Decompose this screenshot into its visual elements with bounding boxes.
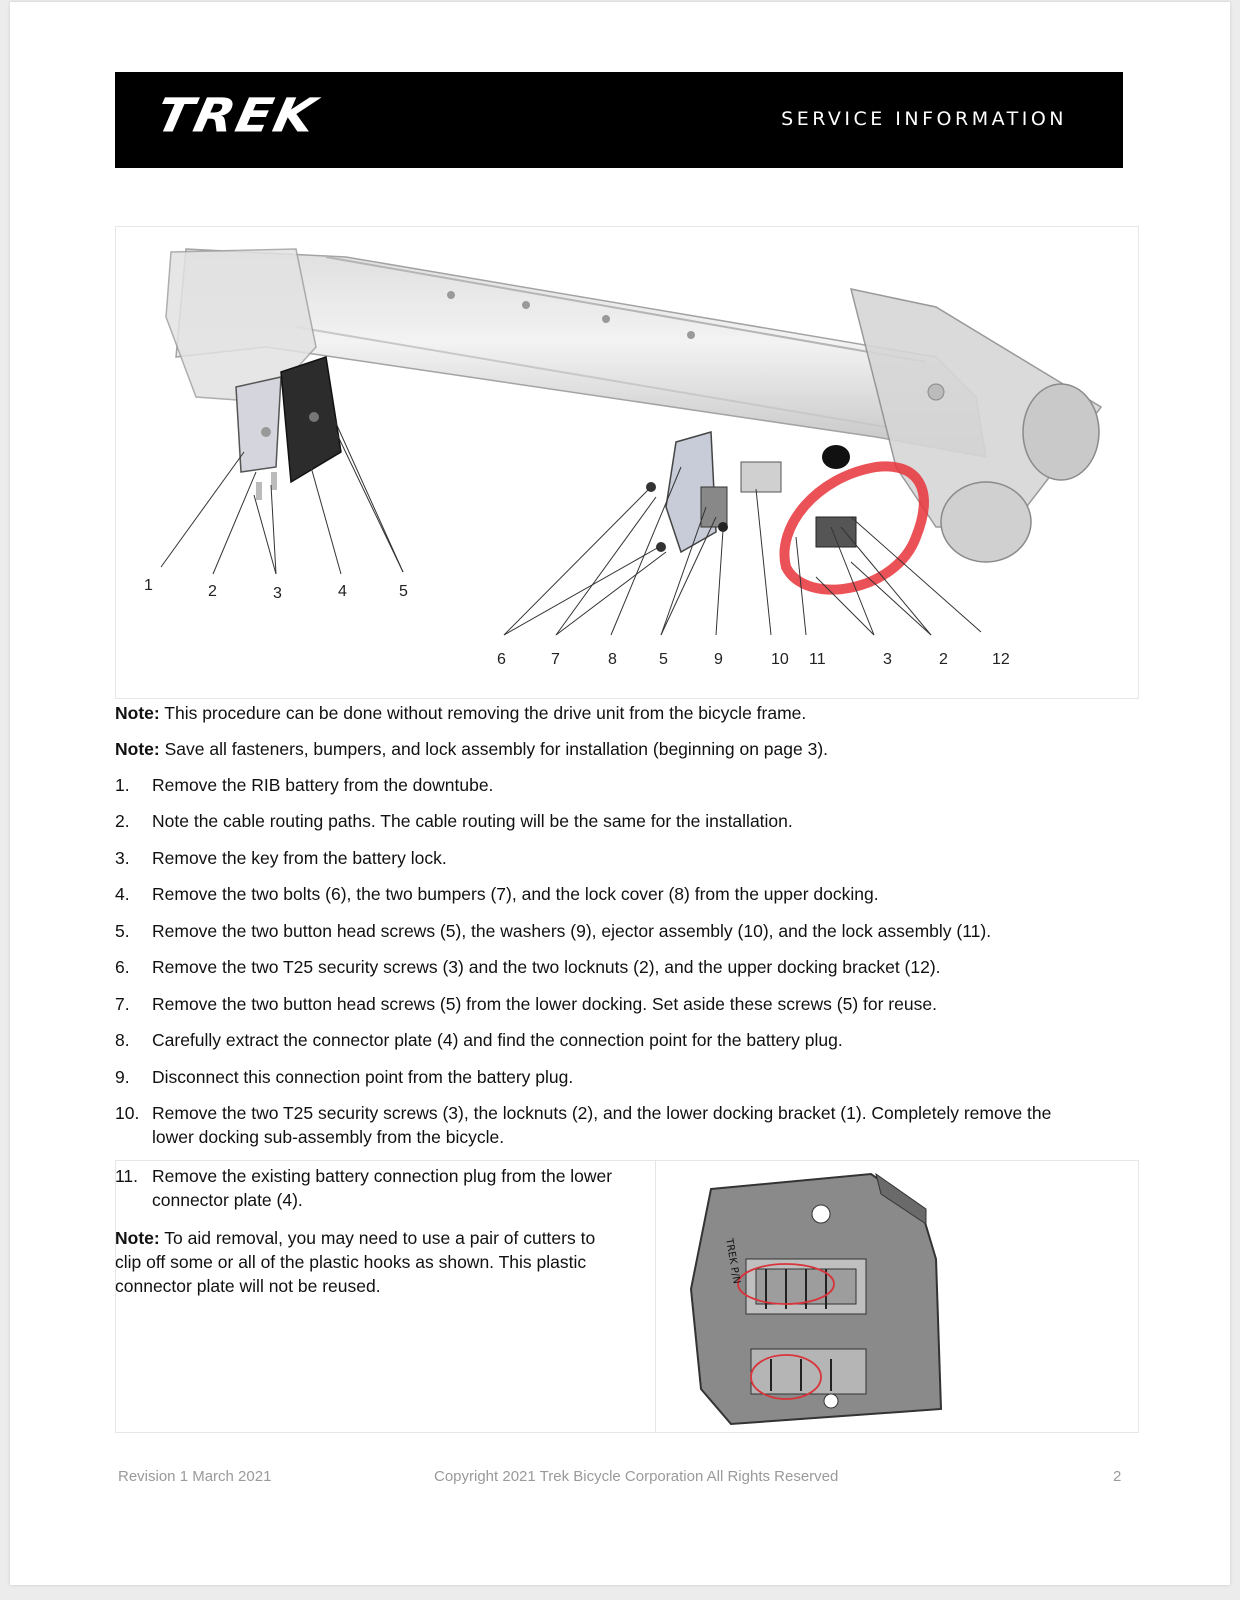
step-text: Remove the two button head screws (5), the washers (9), ejector assembly (10), and the lock assembly (11). xyxy=(152,921,992,941)
connector-plate-illustration xyxy=(671,1169,961,1429)
step-4 xyxy=(115,882,1115,906)
step-10 xyxy=(115,1101,1135,1149)
note-label: Note: xyxy=(115,703,160,723)
step-5 xyxy=(115,919,1115,943)
callout-9: 9 xyxy=(714,651,723,668)
step-7 xyxy=(115,992,1115,1016)
header-bar xyxy=(115,72,1123,168)
step-11 xyxy=(115,1164,645,1212)
note-label: Note: xyxy=(115,1228,160,1248)
step-number: 1. xyxy=(115,775,130,795)
callout-2: 2 xyxy=(208,583,217,600)
plate-part-number-text: TREK P/N xyxy=(723,1237,742,1285)
callout-3: 3 xyxy=(273,585,282,602)
callout-4: 4 xyxy=(338,583,347,600)
footer-revision: Revision 1 March 2021 xyxy=(118,1468,272,1485)
step-text-line1: Remove the two T25 security screws (3), the locknuts (2), and the lower docking bracket (1). Completely remove the xyxy=(152,1103,1052,1123)
step-9 xyxy=(115,1065,1115,1089)
note-1 xyxy=(115,701,806,725)
callout-5-upper: 5 xyxy=(659,651,668,668)
step-number: 10. xyxy=(115,1103,140,1123)
step-text: Note the cable routing paths. The cable routing will be the same for the installation. xyxy=(152,811,793,831)
step-number: 9. xyxy=(115,1067,130,1087)
step-text-line2: lower docking sub-assembly from the bicycle. xyxy=(152,1127,505,1147)
step-6 xyxy=(115,955,1115,979)
step-number: 8. xyxy=(115,1030,130,1050)
step-text: Remove the key from the battery lock. xyxy=(152,848,447,868)
callout-7: 7 xyxy=(551,651,560,668)
exploded-diagram-drawing xyxy=(116,227,1140,700)
step-number: 2. xyxy=(115,811,130,831)
step-text: Carefully extract the connector plate (4) and find the connection point for the battery plug. xyxy=(152,1030,843,1050)
note-2 xyxy=(115,737,828,761)
header-title: SERVICE INFORMATION xyxy=(781,108,1067,130)
step-number: 3. xyxy=(115,848,130,868)
note-text: Save all fasteners, bumpers, and lock assembly for installation (beginning on page 3). xyxy=(164,739,829,759)
step-text-line2: connector plate (4). xyxy=(152,1190,303,1210)
callout-12: 12 xyxy=(992,651,1010,668)
step-text: Remove the two button head screws (5) from the lower docking. Set aside these screws (5) for reuse. xyxy=(152,994,937,1014)
step-text: Remove the RIB battery from the downtube. xyxy=(152,775,494,795)
note-text: This procedure can be done without removing the drive unit from the bicycle frame. xyxy=(164,703,807,723)
callout-10: 10 xyxy=(771,651,789,668)
callout-8: 8 xyxy=(608,651,617,668)
step-8 xyxy=(115,1028,1115,1052)
callout-1: 1 xyxy=(144,577,153,594)
note-text-line1: To aid removal, you may need to use a pair of cutters to xyxy=(164,1228,596,1248)
callout-3-upper: 3 xyxy=(883,651,892,668)
step-number: 7. xyxy=(115,994,130,1014)
trek-logo: TREK xyxy=(151,89,323,143)
step-2 xyxy=(115,809,1115,833)
callout-5: 5 xyxy=(399,583,408,600)
exploded-diagram xyxy=(115,226,1139,699)
step-text-line1: Remove the existing battery connection plug from the lower xyxy=(152,1166,613,1186)
callout-2-upper: 2 xyxy=(939,651,948,668)
footer-copyright: Copyright 2021 Trek Bicycle Corporation All Rights Reserved xyxy=(434,1468,839,1485)
note-text-line2: clip off some or all of the plastic hooks as shown. This plastic xyxy=(115,1252,587,1272)
callout-6: 6 xyxy=(497,651,506,668)
step-number: 11. xyxy=(115,1166,139,1186)
step-text: Remove the two bolts (6), the two bumpers (7), and the lock cover (8) from the upper docking. xyxy=(152,884,879,904)
step-3 xyxy=(115,846,1115,870)
note-label: Note: xyxy=(115,739,160,759)
step-number: 4. xyxy=(115,884,130,904)
section-divider xyxy=(655,1161,656,1432)
step-number: 5. xyxy=(115,921,130,941)
note-text-line3: connector plate will not be reused. xyxy=(115,1276,381,1296)
step-1 xyxy=(115,773,1115,797)
step-text: Remove the two T25 security screws (3) and the two locknuts (2), and the upper docking bracket (12). xyxy=(152,957,941,977)
note-3 xyxy=(115,1226,645,1298)
callout-11: 11 xyxy=(809,651,826,668)
step-number: 6. xyxy=(115,957,130,977)
footer-page-number: 2 xyxy=(1113,1468,1122,1485)
step-text: Disconnect this connection point from the battery plug. xyxy=(152,1067,574,1087)
